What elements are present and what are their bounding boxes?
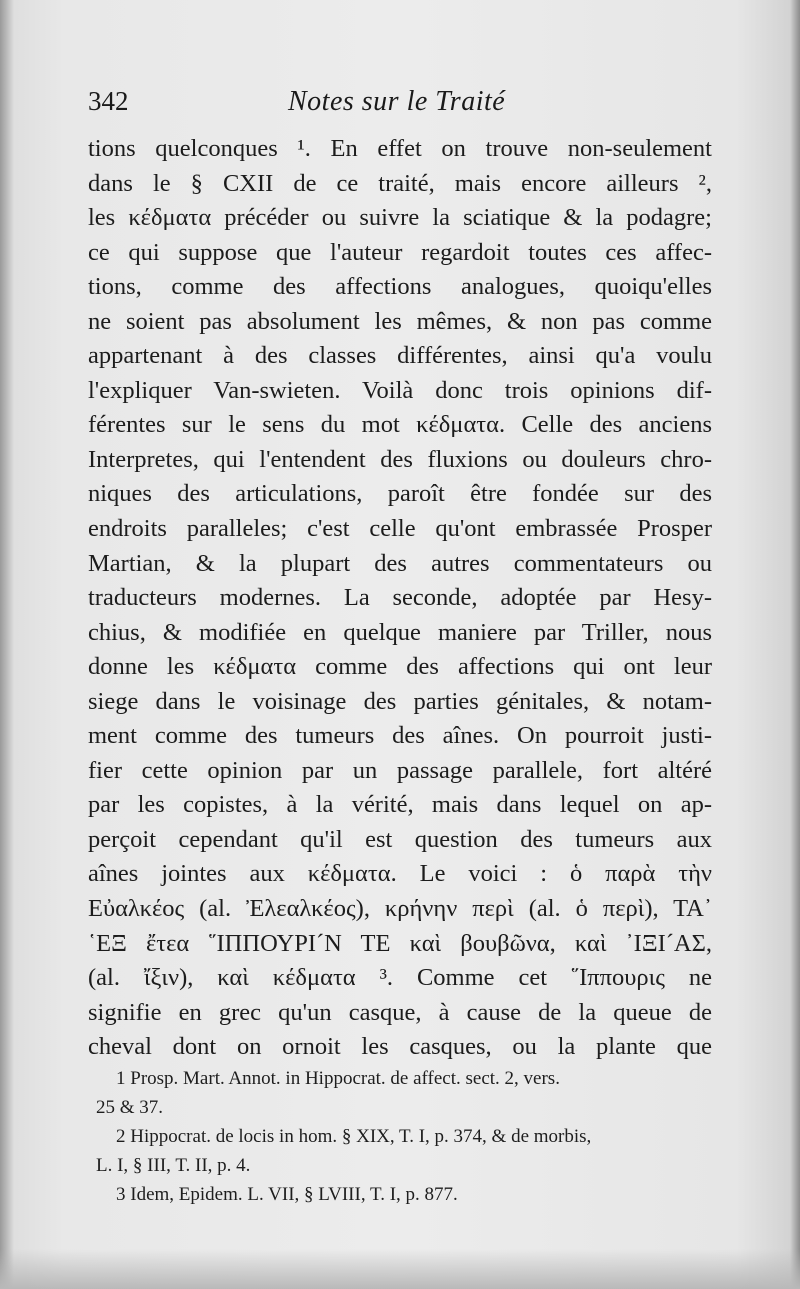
footnote-1: 1 Prosp. Mart. Annot. in Hippocrat. de affect. sect. 2, vers. [116, 1068, 560, 1089]
text-line: aînes jointes aux κέδματα. Le voici : ὁ παρὰ τὴν [88, 860, 712, 888]
footnotes [96, 1064, 712, 1209]
text-line: férentes sur le sens du mot κέδματα. Celle des anciens [88, 411, 712, 439]
text-line: cheval dont on ornoit les casques, ou la plante que [88, 1033, 712, 1061]
footnote-2-continued: L. I, § III, T. II, p. 4. [96, 1155, 251, 1176]
text-line: ment comme des tumeurs des aînes. On pourroit justi- [88, 722, 712, 750]
text-line: fier cette opinion par un passage parallele, fort altéré [88, 756, 712, 784]
text-line: endroits paralleles; c'est celle qu'ont embrassée Prosper [88, 515, 712, 543]
page-header [88, 80, 708, 120]
page-gutter-shadow [0, 0, 14, 1289]
body-text [88, 132, 712, 1065]
footnote-3: 3 Idem, Epidem. L. VII, § LVIII, T. I, p. 877. [116, 1184, 458, 1205]
text-line: l'expliquer Van-swieten. Voilà donc trois opinions dif- [88, 376, 712, 404]
footnote-2: 2 Hippocrat. de locis in hom. § XIX, T. I, p. 374, & de morbis, [116, 1126, 592, 1147]
text-line: par les copistes, à la vérité, mais dans lequel on ap- [88, 791, 712, 819]
text-line: chius, & modifiée en quelque maniere par Triller, nous [88, 618, 712, 646]
footnote-1-continued: 25 & 37. [96, 1097, 164, 1118]
text-line: les κέδματα précéder ou suivre la sciatique & la podagre; [88, 204, 712, 232]
text-line: donne les κέδματα comme des affections qui ont leur [88, 653, 712, 681]
text-line: tions, comme des affections analogues, quoiqu'elles [88, 273, 712, 301]
page-bottom-shadow [0, 1249, 800, 1289]
text-line: ῾ΕΞ ἔτεα ῞ΙΠΠΟΥΡΙ´Ν ΤΕ καὶ βουβῶνα, καὶ ᾿ΙΞΙ´ΑΣ, [88, 929, 712, 957]
text-line: signifie en grec qu'un casque, à cause de la queue de [88, 998, 712, 1026]
text-line: perçoit cependant qu'il est question des tumeurs aux [88, 825, 712, 853]
text-line: ne soient pas absolument les mêmes, & non pas comme [88, 307, 712, 335]
text-line: dans le § CXII de ce traité, mais encore ailleurs ², [88, 169, 712, 197]
text-line: siege dans le voisinage des parties génitales, & notam- [88, 687, 712, 715]
text-line: appartenant à des classes différentes, ainsi qu'a voulu [88, 342, 712, 370]
text-line: traducteurs modernes. La seconde, adoptée par Hesy- [88, 584, 712, 612]
text-line: tions quelconques ¹. En effet on trouve non-seulement [88, 135, 712, 162]
running-head: Notes sur le Traité [288, 86, 506, 117]
text-line: ce qui suppose que l'auteur regardoit toutes ces affec- [88, 238, 712, 266]
page-number: 342 [88, 86, 129, 116]
text-line: niques des articulations, paroît être fondée sur des [88, 480, 712, 508]
text-line: Εὐαλκέος (al. Ἐλεαλκέος), κρήνην περὶ (al. ὁ περὶ), ΤΑ᾿ [88, 895, 712, 923]
text-line: Interpretes, qui l'entendent des fluxions ou douleurs chro- [88, 445, 712, 473]
text-line: Martian, & la plupart des autres commentateurs ou [88, 549, 712, 577]
text-line: (al. ἴξιν), καὶ κέδματα ³. Comme cet ῞Ιππουρις ne [88, 964, 712, 992]
page-edge-shadow [790, 0, 800, 1289]
